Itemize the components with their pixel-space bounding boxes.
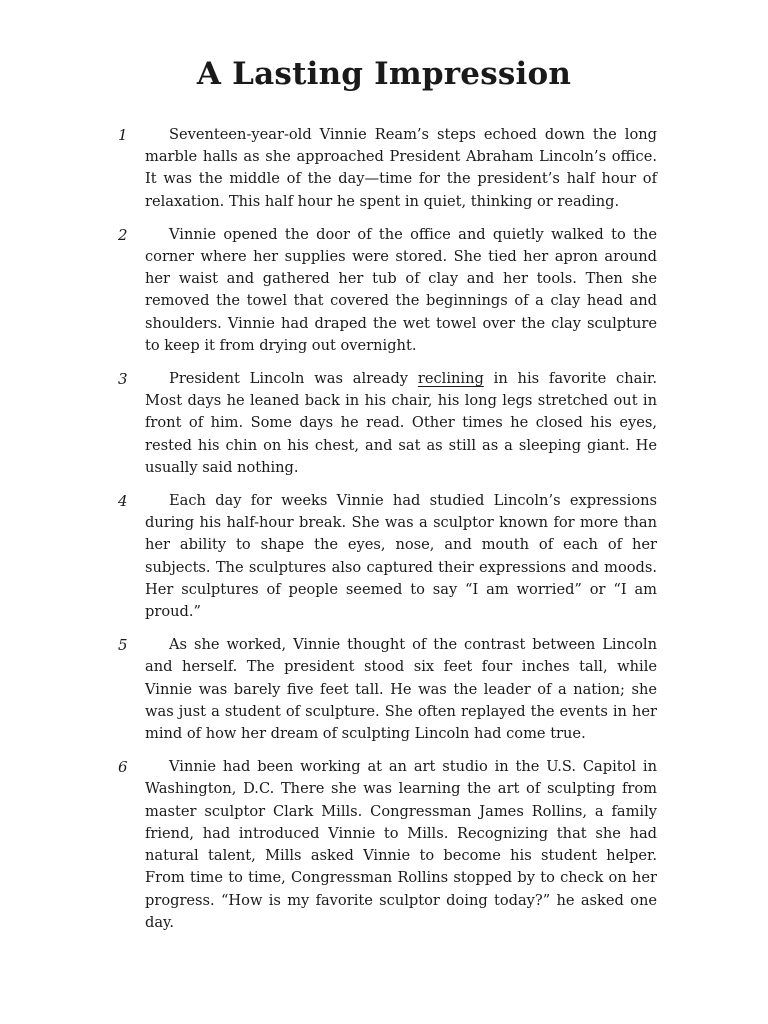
paragraph-text-start: President Lincoln was already [169,370,418,388]
paragraph-text: Seventeen-year-old Vinnie Ream’s steps echoed down the long marble halls as she approached President Abraham Lincoln’s office. It was the middle of the day—time for the president’s half hour of relaxation. This half hour he spent in quiet, thinking or reading. [145,126,657,210]
paragraph-4 [0,490,768,623]
paragraph-text: Vinnie opened the door of the office and quietly walked to the corner where her supplies were stored. She tied her apron around her waist and gathered her tub of clay and her tools. Then she removed the towel that covered the beginnings of a clay head and shoulders. Vinnie had draped the wet towel over the clay sculpture to keep it from drying out overnight. [145,225,657,354]
paragraph-2 [0,224,768,357]
paragraph-number: 4 [118,492,128,511]
paragraph-6 [0,756,768,934]
paragraph-text: Each day for weeks Vinnie had studied Lincoln’s expressions during his half-hour break. She was a sculptor known for more than her ability to shape the eyes, nose, and mouth of each of her subjects. The sculptures also captured their expressions and moods. Her sculptures of people seemed to say “I am worried” or “I am proud.” [145,492,657,621]
paragraph-number: 6 [118,758,128,777]
document-title: A Lasting Impression [196,56,572,92]
paragraph-text: As she worked, Vinnie thought of the contrast between Lincoln and herself. The president stood six feet four inches tall, while Vinnie was barely five feet tall. He was the leader of a nation; she was just a student of sculpture. She often replayed the events in her mind of how her dream of sculpting Lincoln had come true. [145,636,657,743]
article-body [0,124,768,945]
paragraph-number: 2 [118,225,128,244]
vocabulary-word: reclining [417,370,484,388]
paragraph-text-end: in his favorite chair. Most days he leaned back in his chair, his long legs stretched out in front of him. Some days he read. Other times he closed his eyes, rested his chin on his chest, and sat as still as a sleeping giant. He usually said nothing. [145,370,657,476]
paragraph-5 [0,634,768,745]
paragraph-text: Vinnie had been working at an art studio in the U.S. Capitol in Washington, D.C. There she was learning the art of sculpting from master sculptor Clark Mills. Congressman James Rollins, a family friend, had introduced Vinnie to Mills. Recognizing that she had natural talent, Mills asked Vinnie to become his student helper. From time to time, Congressman Rollins stopped by to check on her progress. “How is my favorite sculptor doing today?” he asked one day. [145,758,657,931]
paragraph-number: 3 [118,370,128,389]
paragraph-number: 1 [118,126,128,144]
paragraph-text [145,368,657,479]
paragraph-1 [0,124,768,213]
paragraph-3 [0,368,768,479]
paragraph-number: 5 [118,636,128,655]
